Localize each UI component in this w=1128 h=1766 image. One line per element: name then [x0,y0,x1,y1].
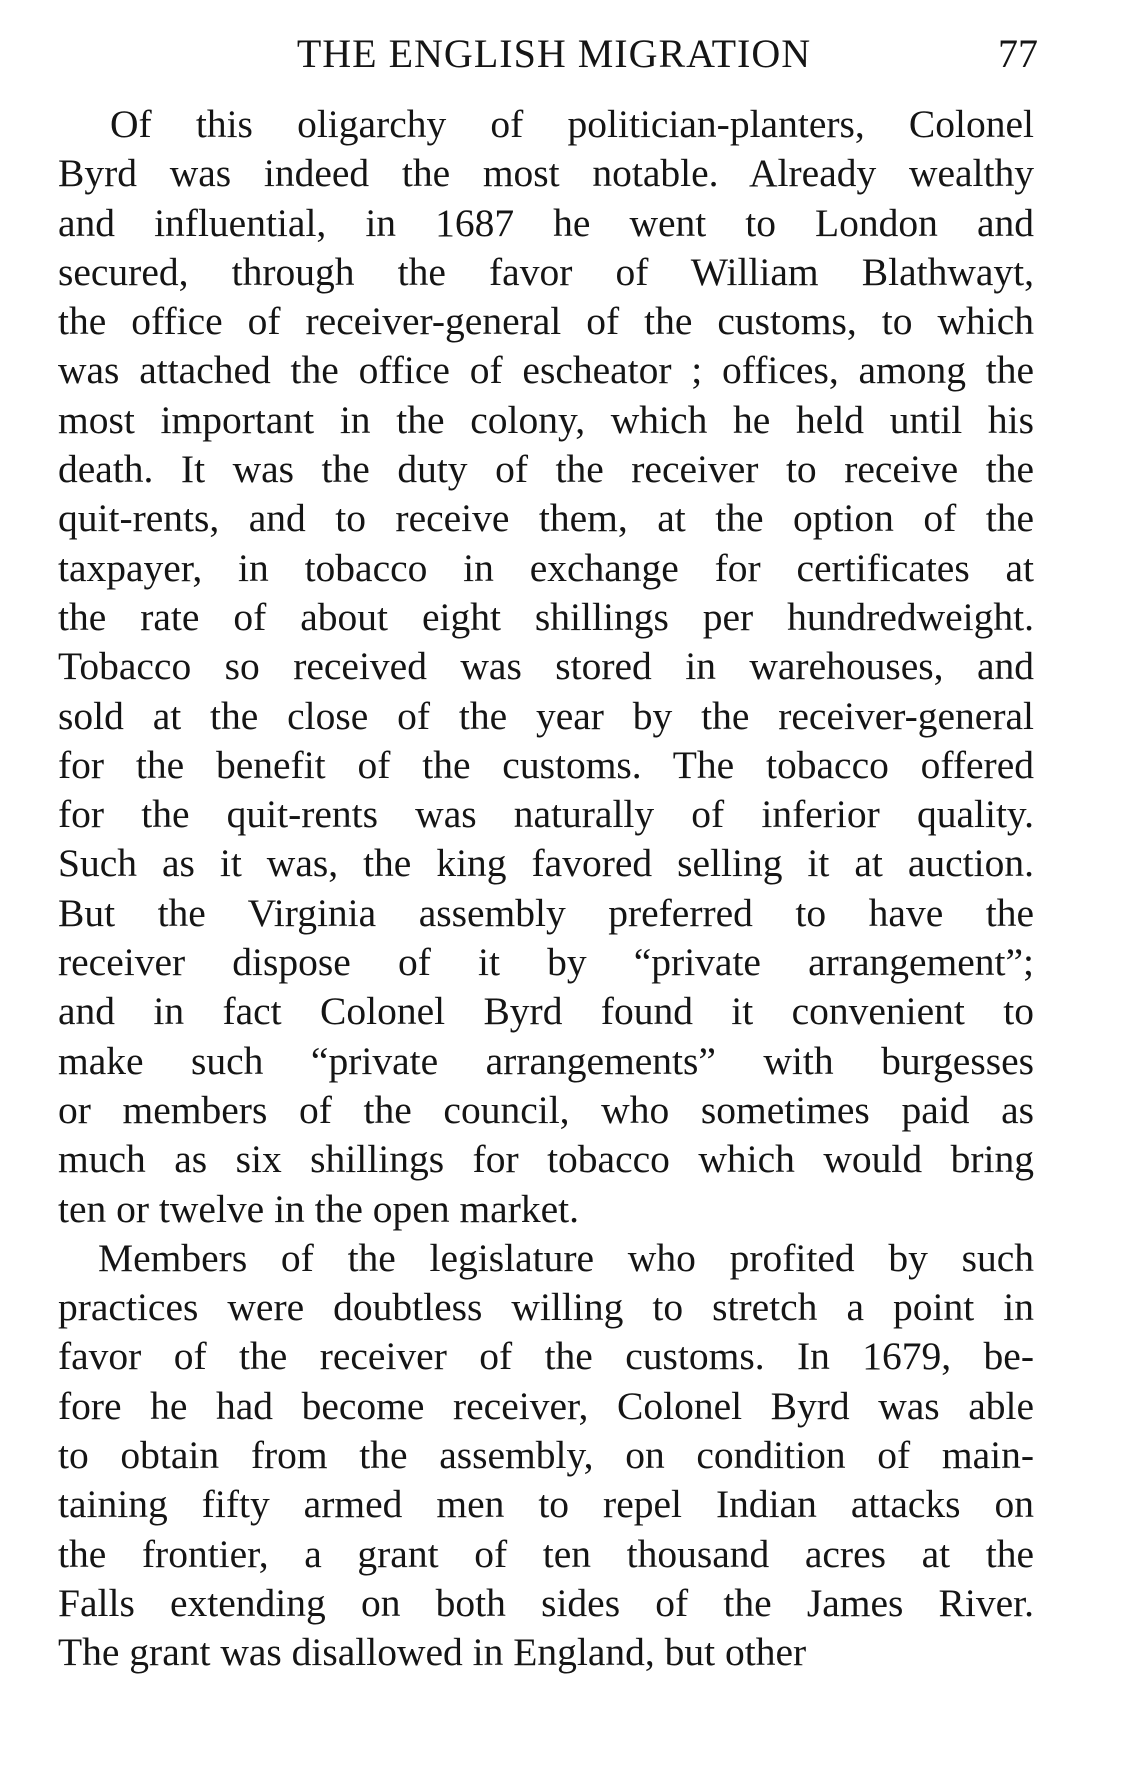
paragraph [58,100,1034,1234]
running-head: THE ENGLISH MIGRATION [296,31,812,76]
text-line: sold at the close of the year by the receiver-general [58,693,1034,738]
text-line: for the benefit of the customs. The tobacco offered [58,742,1034,787]
text-line: death. It was the duty of the receiver to receive the [58,447,1034,492]
text-line: The grant was disallowed in England, but other [58,1630,807,1675]
text-line: Falls extending on both sides of the James River. [58,1580,1034,1625]
text-line: Tobacco so received was stored in warehouses, and [58,644,1034,689]
text-line: the frontier, a grant of ten thousand acres at the [58,1531,1034,1576]
text-line: Of this oligarchy of politician-planters, Colonel [110,102,1034,146]
text-line: quit-rents, and to receive them, at the option of the [58,496,1034,541]
text-line: taxpayer, in tobacco in exchange for certificates at [58,545,1034,590]
page-header [70,28,1038,80]
text-line: secured, through the favor of William Blathwayt, [58,249,1034,294]
text-line: favor of the receiver of the customs. In 1679, be- [58,1334,1034,1379]
text-line: and influential, in 1687 he went to London and [58,200,1034,245]
text-line: to obtain from the assembly, on condition of main- [58,1433,1034,1478]
text-line: Byrd was indeed the most notable. Already wealthy [58,151,1034,196]
text-line: was attached the office of escheator ; offices, among the [58,348,1034,393]
text-line: ten or twelve in the open market. [58,1186,580,1231]
text-line: Such as it was, the king favored selling it at auction. [58,841,1034,886]
text-line: make such “private arrangements” with burgesses [58,1038,1034,1083]
text-line: Members of the legislature who profited by such [98,1235,1034,1280]
body-text [58,100,1034,1678]
text-line: or members of the council, who sometimes paid as [58,1087,1034,1132]
text-line: most important in the colony, which he held until his [58,397,1034,442]
text-line: fore he had become receiver, Colonel Byrd was able [58,1383,1034,1428]
text-line: much as six shillings for tobacco which would bring [58,1137,1034,1182]
text-line: practices were doubtless willing to stretch a point in [58,1285,1034,1330]
text-line: for the quit-rents was naturally of inferior quality. [58,792,1034,837]
page-number: 77 [998,31,1038,76]
text-line: the rate of about eight shillings per hundredweight. [58,594,1034,639]
text-line: But the Virginia assembly preferred to have the [58,890,1034,935]
text-line: the office of receiver-general of the customs, to which [58,299,1034,344]
text-line: taining fifty armed men to repel Indian attacks on [58,1482,1034,1527]
text-line: receiver dispose of it by “private arrangement”; [58,940,1034,985]
text-line: and in fact Colonel Byrd found it convenient to [58,989,1034,1034]
paragraph [58,1234,1034,1678]
